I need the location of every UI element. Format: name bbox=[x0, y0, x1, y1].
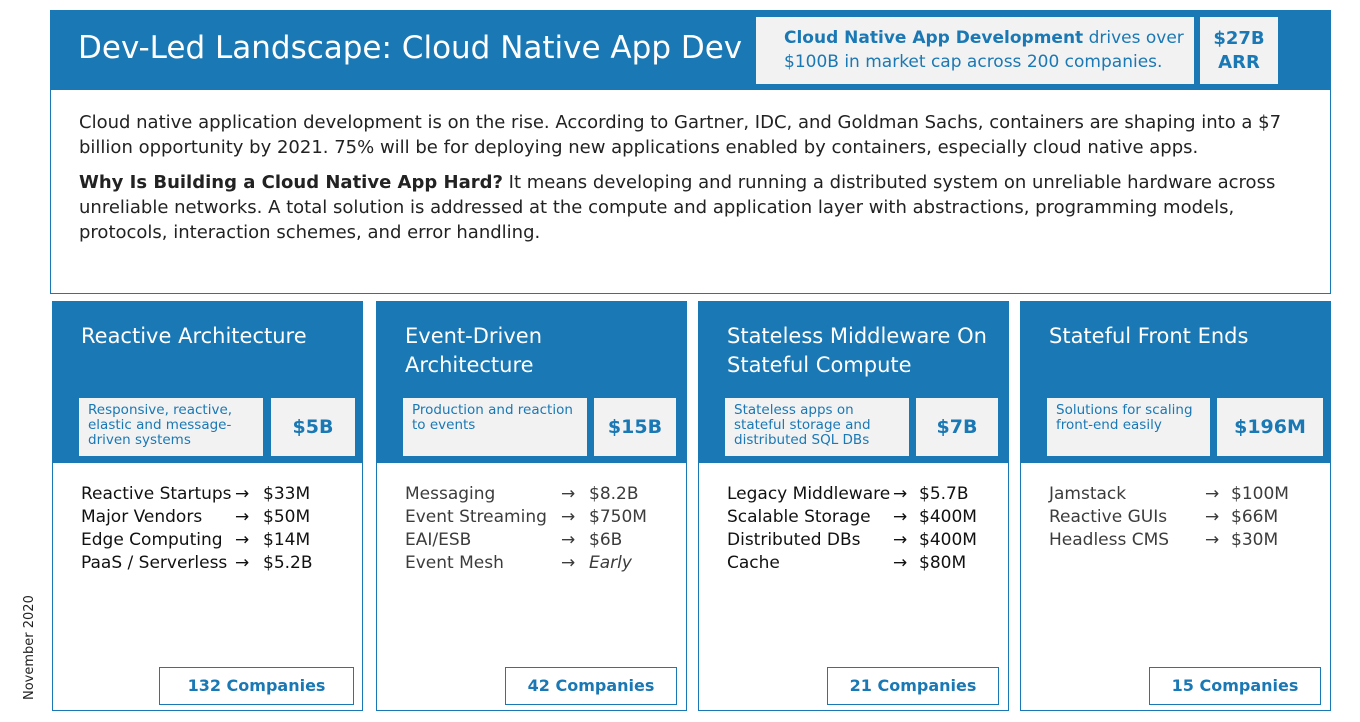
intro-section bbox=[50, 90, 1331, 294]
list-item bbox=[1049, 483, 1319, 506]
panel-event-driven-architecture bbox=[376, 301, 687, 711]
list-item bbox=[81, 529, 351, 552]
panel-title: Reactive Architecture bbox=[81, 324, 307, 348]
arrow-icon: → bbox=[561, 553, 576, 573]
panel-item-list bbox=[81, 483, 351, 575]
list-item bbox=[405, 529, 675, 552]
arrow-icon: → bbox=[893, 484, 908, 504]
arrow-icon: → bbox=[1205, 484, 1220, 504]
panel-value: $7B bbox=[916, 398, 998, 456]
list-item bbox=[81, 552, 351, 575]
list-item bbox=[727, 506, 997, 529]
intro-paragraph-1: Cloud native application development is on the rise. According to Gartner, IDC, and Goldman Sachs, containers are shaping into a $7 billion opportunity by 2021. 75% will be for deploying new applications enabled by containers, especially cloud native apps. bbox=[79, 112, 1282, 158]
panel-description: Production and reaction to events bbox=[403, 398, 587, 456]
item-name: Headless CMS bbox=[1049, 530, 1170, 550]
arr-value: $27B bbox=[1213, 28, 1265, 49]
item-value: $400M bbox=[919, 530, 977, 550]
list-item bbox=[81, 506, 351, 529]
panel-title: Event-Driven Architecture bbox=[405, 324, 543, 377]
arrow-icon: → bbox=[561, 507, 576, 527]
item-value: $66M bbox=[1231, 507, 1279, 527]
item-name: Reactive GUIs bbox=[1049, 507, 1168, 527]
company-count: 15 Companies bbox=[1149, 667, 1321, 705]
panel-description: Solutions for scaling front-end easily bbox=[1047, 398, 1210, 456]
item-value: $400M bbox=[919, 507, 977, 527]
highlight-rest-text: drives over $100B in market cap across 200 companies. bbox=[784, 28, 1184, 72]
item-value: $5.2B bbox=[263, 553, 313, 573]
panel-reactive-architecture bbox=[52, 301, 363, 711]
header-bar bbox=[50, 10, 1331, 90]
item-name: Event Streaming bbox=[405, 507, 547, 527]
arrow-icon: → bbox=[893, 530, 908, 550]
panel-item-list bbox=[1049, 483, 1319, 552]
item-value: $100M bbox=[1231, 484, 1289, 504]
list-item bbox=[1049, 506, 1319, 529]
intro-answer: It means developing and running a distributed system on unreliable hardware across unreliable networks. A total solution is addressed at the compute and application layer with abstractions, programming models, protocols, interaction schemes, and error handling. bbox=[79, 172, 1276, 243]
list-item bbox=[727, 483, 997, 506]
list-item bbox=[81, 483, 351, 506]
item-value: $30M bbox=[1231, 530, 1279, 550]
intro-paragraph-2 bbox=[79, 170, 1300, 245]
date-label: November 2020 bbox=[22, 595, 37, 700]
arrow-icon: → bbox=[235, 507, 250, 527]
panel-value: $5B bbox=[271, 398, 355, 456]
panel-item-list bbox=[405, 483, 675, 575]
item-value: $80M bbox=[919, 553, 967, 573]
item-name: Event Mesh bbox=[405, 553, 504, 573]
item-name: EAI/ESB bbox=[405, 530, 472, 550]
item-name: Legacy Middleware bbox=[727, 484, 891, 504]
arrow-icon: → bbox=[235, 553, 250, 573]
item-value: $750M bbox=[589, 507, 647, 527]
panel-value: $15B bbox=[594, 398, 676, 456]
company-count: 42 Companies bbox=[505, 667, 677, 705]
item-value: $50M bbox=[263, 507, 311, 527]
item-value: $8.2B bbox=[589, 484, 639, 504]
item-name: Cache bbox=[727, 553, 780, 573]
item-name: Edge Computing bbox=[81, 530, 223, 550]
panel-header bbox=[699, 302, 1008, 463]
arrow-icon: → bbox=[561, 484, 576, 504]
list-item bbox=[727, 529, 997, 552]
item-value: Early bbox=[589, 553, 632, 573]
item-value: $5.7B bbox=[919, 484, 969, 504]
arr-label: ARR bbox=[1218, 52, 1260, 73]
panel-value: $196M bbox=[1217, 398, 1323, 456]
arrow-icon: → bbox=[1205, 530, 1220, 550]
panel-header bbox=[1021, 302, 1330, 463]
list-item bbox=[405, 483, 675, 506]
market-cap-highlight bbox=[756, 17, 1194, 84]
item-value: $6B bbox=[589, 530, 623, 550]
item-name: Major Vendors bbox=[81, 507, 203, 527]
intro-question: Why Is Building a Cloud Native App Hard? bbox=[79, 172, 503, 193]
arrow-icon: → bbox=[235, 530, 250, 550]
item-name: Distributed DBs bbox=[727, 530, 861, 550]
item-value: $33M bbox=[263, 484, 311, 504]
arrow-icon: → bbox=[561, 530, 576, 550]
list-item bbox=[405, 552, 675, 575]
arrow-icon: → bbox=[235, 484, 250, 504]
item-name: Reactive Startups bbox=[81, 484, 232, 504]
item-name: Jamstack bbox=[1049, 484, 1127, 504]
arrow-icon: → bbox=[1205, 507, 1220, 527]
arrow-icon: → bbox=[893, 553, 908, 573]
item-name: Scalable Storage bbox=[727, 507, 871, 527]
panel-title: Stateless Middleware On Stateful Compute bbox=[727, 324, 987, 377]
panel-title: Stateful Front Ends bbox=[1049, 324, 1249, 348]
panel-item-list bbox=[727, 483, 997, 575]
panel-stateless-middleware bbox=[698, 301, 1009, 711]
list-item bbox=[405, 506, 675, 529]
item-name: Messaging bbox=[405, 484, 496, 504]
panel-description: Stateless apps on stateful storage and distributed SQL DBs bbox=[725, 398, 909, 456]
company-count: 132 Companies bbox=[159, 667, 354, 705]
panel-stateful-front-ends bbox=[1020, 301, 1331, 711]
page-title: Dev-Led Landscape: Cloud Native App Dev bbox=[78, 30, 743, 66]
highlight-bold-text: Cloud Native App Development bbox=[784, 28, 1084, 48]
panel-header bbox=[377, 302, 686, 463]
arrow-icon: → bbox=[893, 507, 908, 527]
list-item bbox=[1049, 529, 1319, 552]
list-item bbox=[727, 552, 997, 575]
company-count: 21 Companies bbox=[827, 667, 999, 705]
arr-badge bbox=[1200, 17, 1278, 84]
panel-description: Responsive, reactive, elastic and message-driven systems bbox=[79, 398, 263, 456]
item-name: PaaS / Serverless bbox=[81, 553, 228, 573]
item-value: $14M bbox=[263, 530, 311, 550]
panel-header bbox=[53, 302, 362, 463]
